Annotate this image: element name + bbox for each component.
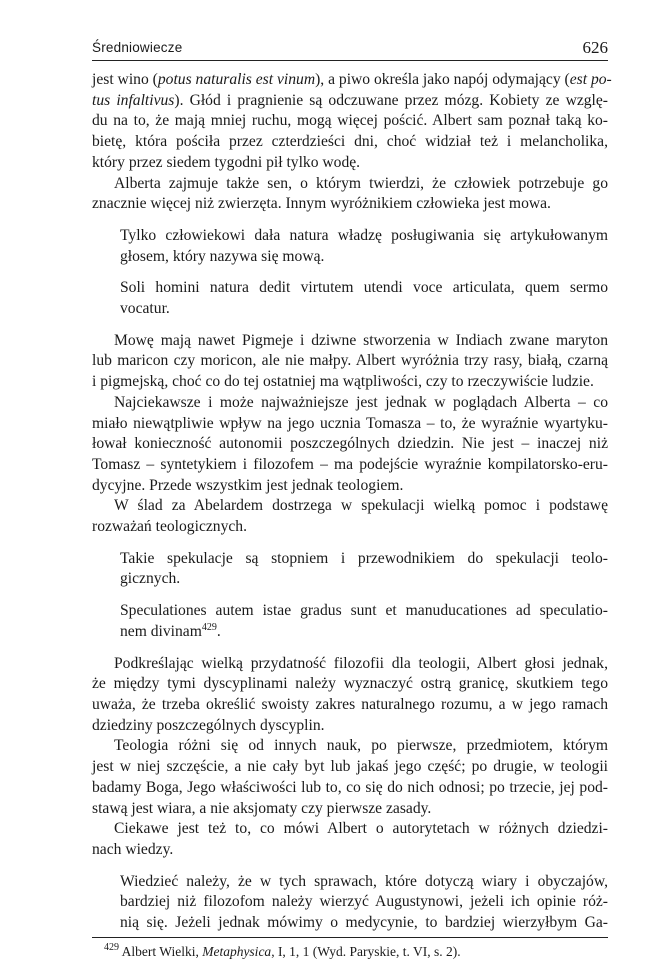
running-title: Średniowiecze [92,40,183,55]
paragraph [92,654,608,737]
text-run: bardziej niż filozofom należy wierzyć Augustynowi, jeżeli ich opinie róż- [120,893,608,911]
text-run: Ciekawe jest też to, co mówi Albert o autorytetach w różnych dziedzi- [114,820,608,838]
block-quote [120,549,608,590]
text-line [92,393,608,414]
text-run: Alberta zajmuje także sen, o którym twierdzi, że człowiek potrzebuje go [114,174,608,192]
text-line [92,517,608,538]
text-run: znacznie więcej niż zwierzęta. Innym wyróżnikiem człowieka jest mowa. [92,195,551,213]
text-run: i pigmejską, choć co do tej ostatniej ma wątpliwości, czy to rzeczywiście ludzie. [92,373,594,391]
text-line [92,331,608,352]
text-run: Speculationes autem istae gradus sunt et manuducationes ad speculatio- [120,602,608,620]
text-run: Najciekawsze i może najważniejsze jest jednak w poglądach Alberta – co [114,393,608,411]
text-line [92,174,608,195]
text-run: który przez siedem tygodni pił tylko wodę. [92,153,361,171]
text-line [92,757,608,778]
text-run: vocatur. [120,300,170,318]
text-run: . [216,622,221,640]
text-line [92,194,608,215]
text-line [120,892,608,913]
text-run: W ślad za Abelardem dostrzega w spekulacji wielką pomoc i podstawę [114,497,608,515]
text-line [92,434,608,455]
text-line [120,569,608,590]
text-line [92,674,608,695]
text-line [120,299,608,320]
paragraph [92,736,608,819]
text-run: łował konieczność autonomii poszczególnych dziedzin. Nie jest – inaczej niż [92,435,608,453]
paragraph [92,70,612,174]
text-run: Tylko człowiekowi dała natura władzę posługiwania się artykułowanym [120,226,608,244]
text-run: dycyjne. Przede wszystkim jest jednak teologiem. [92,476,404,494]
text-run: głosem, który nazywa się mową. [120,247,325,265]
footnote-divider [92,937,608,938]
text-line [92,414,608,435]
text-line [92,70,612,91]
text-line [120,913,608,934]
footnote-number: 429 [104,942,119,953]
text-run: Mowę mają nawet Pigmeje i dziwne stworzenia w Indiach zwane maryton [114,331,608,349]
italic-text: est po- [569,71,612,88]
text-line [92,819,608,840]
text-line [92,840,608,861]
block-quote [120,226,608,267]
text-run: stawą jest wiara, a nie aksjomaty czy pierwsze zasady. [92,799,432,817]
text-line [120,278,608,299]
footnote-reference: 429 [201,621,217,633]
paragraph [92,496,608,537]
italic-text: tus infaltivus [92,91,175,109]
footnote [104,944,461,960]
text-line [120,247,608,268]
text-line [92,716,608,737]
block-quote [120,872,608,934]
text-line [92,476,608,497]
text-line [120,226,608,247]
text-run: Teologia różni się od innych nauk, po pierwsze, przedmiotem, którym [114,737,608,755]
text-run: gicznych. [120,570,181,588]
paragraph [92,331,608,393]
text-run: ), a piwo określa jako napój odymający ( [315,71,570,88]
text-run: , I, 1, 1 (Wyd. Paryskie, t. VI, s. 2). [271,944,461,959]
text-run: badamy Boga, Jego właściwości lub to, co się do nich odnosi; po trzecie, jej pod- [92,778,608,796]
text-run: dziedziny poszczególnych dyscyplin. [92,716,325,734]
text-run: uważa, że trzeba określić swoisty zakres naturalnego rozumu, a w jego ramach [92,695,608,713]
text-run: Tomasz – syntetykiem i filozofem – ma podejście wyraźnie kompilatorsko-eru- [92,455,608,473]
text-run: nem divinam [120,622,202,640]
text-line [92,153,608,174]
block-quote [120,601,608,642]
text-run: Soli homini natura dedit virtutem utendi voce articulata, quem sermo [120,279,608,297]
italic-text: Metaphysica [202,944,272,959]
text-line [92,736,608,757]
text-line [92,695,608,716]
text-run: że między tymi dyscyplinami należy wyznaczyć ostrą granicę, skutkiem tego [92,675,608,693]
text-run: nią się. Jeżeli jednak mówimy o medycynie, to bardziej wierzyłbym Ga- [120,914,608,932]
paragraph [92,819,608,860]
text-line [120,622,608,643]
block-quote [120,278,608,319]
text-line [120,549,608,570]
text-line [120,601,608,622]
text-run: nach wiedzy. [92,840,174,858]
text-line [92,778,608,799]
text-line [92,351,608,372]
footnote-text [119,944,461,959]
text-run: jest w niej szczęście, a nie cały byt lub jakaś jego część; po drugie, w teologii [92,758,608,776]
text-line [92,496,608,517]
text-line [92,132,608,153]
text-run: bietę, która pościła przez czterdzieści dni, choć widział też i melancholika, [92,133,608,151]
paragraph [92,174,608,215]
paragraph [92,393,608,497]
page-number: 626 [582,38,608,57]
running-header [92,38,608,61]
text-line [92,799,608,820]
text-run: Takie spekulacje są stopniem i przewodnikiem do spekulacji teolo- [120,549,608,567]
text-line [92,455,608,476]
text-run: Albert Wielki, [119,944,203,959]
text-line [92,91,608,112]
text-run: miało niewątpliwie wpływ na jego ucznia Tomasza – to, że wyraźnie wyartyku- [92,414,608,432]
text-run: du na to, że mają mniej ruchu, mogą więcej pościć. Albert sam poznał taką ko- [92,112,608,130]
italic-text: potus naturalis est vinum [157,71,316,88]
text-line [92,372,608,393]
text-line [120,872,608,893]
text-line [92,111,608,132]
text-run: jest wino ( [92,71,158,88]
text-run: lub maricon czy moricon, ale nie małpy. Albert wyróżnia trzy rasy, białą, czarną [92,352,608,370]
text-run: Wiedzieć należy, że w tych sprawach, które dotyczą wiary i obyczajów, [120,872,608,890]
body-text [92,70,612,945]
text-run: ). Głód i pragnienie są odczuwane przez mózg. Kobiety ze wzglę- [174,91,608,109]
text-run: rozważań teologicznych. [92,518,247,536]
text-line [92,654,608,675]
text-run: Podkreślając wielką przydatność filozofii dla teologii, Albert głosi jednak, [114,654,608,672]
